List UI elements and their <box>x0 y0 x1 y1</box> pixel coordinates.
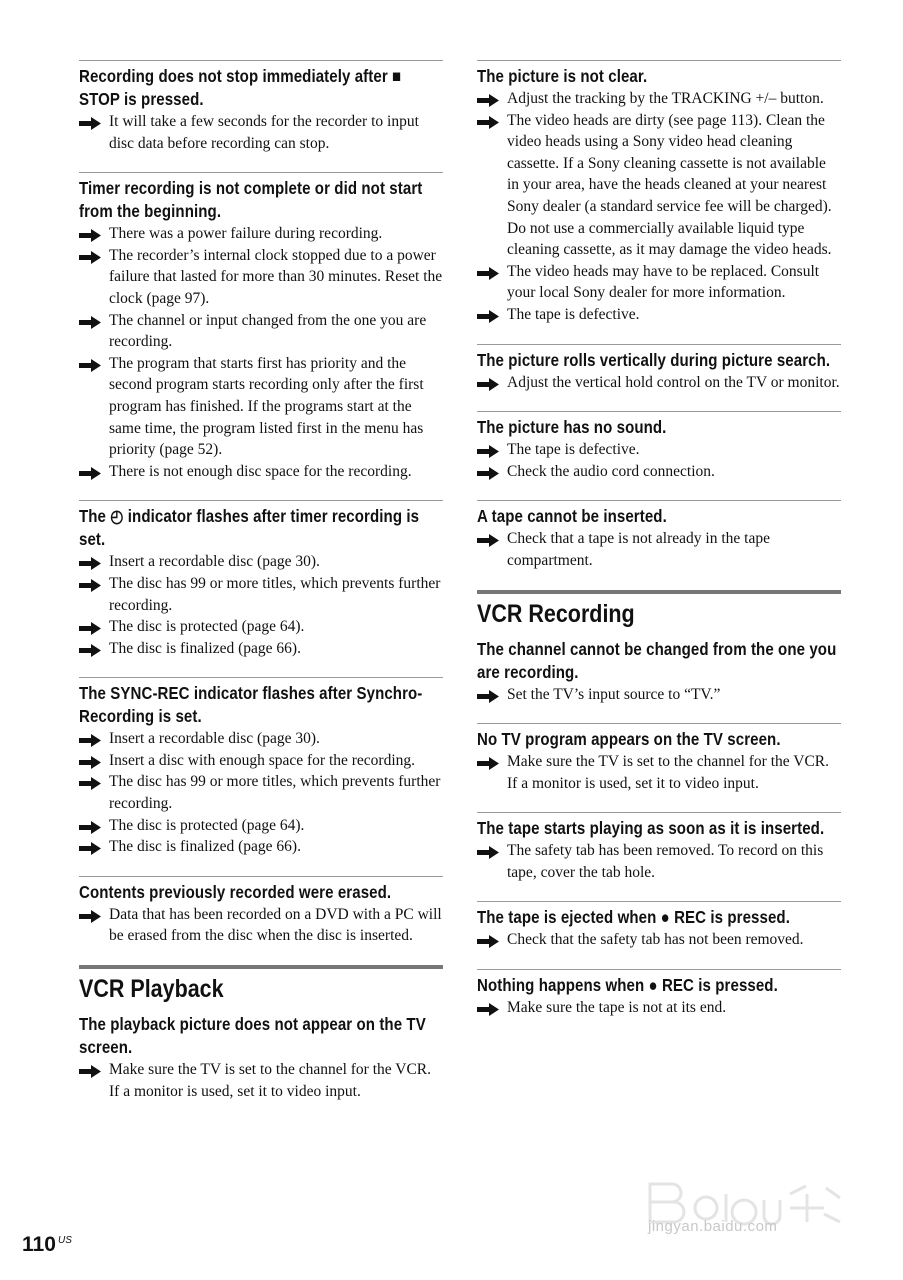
bullet-item <box>477 929 841 951</box>
bullet-item <box>79 616 443 638</box>
bullet-text: The disc is finalized (page 66). <box>109 639 301 657</box>
bullet-list <box>477 840 841 883</box>
section-heading: The ◴ indicator flashes after timer recording is set. <box>79 506 420 550</box>
arrow-right-icon <box>477 308 499 321</box>
section-heading: The SYNC-REC indicator flashes after Synchro-Recording is set. <box>79 683 423 727</box>
bullet-text: Adjust the tracking by the TRACKING +/– button. <box>507 90 824 107</box>
bullet-item <box>79 904 443 947</box>
bullet-text: The disc is protected (page 64). <box>109 618 305 636</box>
chapter-title: VCR Recording <box>477 599 635 628</box>
section-no-tv-program-appears-on-the-tv-screen <box>477 723 841 794</box>
arrow-right-icon <box>79 908 101 921</box>
bullet-text: The program that starts first has priority and the second program starts recording only after the first program has finished. If the programs start at the same time, the program listed first in the menu has priority (page 52). <box>109 354 424 459</box>
bullet-text: Adjust the vertical hold control on the TV or monitor. <box>507 373 840 391</box>
bullet-text: Make sure the TV is set to the channel for the VCR. If a monitor is used, set it to video input. <box>109 1061 431 1100</box>
bullet-text: There was a power failure during recording. <box>109 225 383 243</box>
section-heading: The tape is ejected when ● REC is pressed. <box>477 907 790 928</box>
section-the-playback-picture-does-not-appear-on- <box>79 1013 443 1102</box>
arrow-right-icon <box>79 775 101 788</box>
arrow-right-icon <box>79 314 101 327</box>
arrow-right-icon <box>79 357 101 370</box>
section-a-tape-cannot-be-inserted <box>477 500 841 571</box>
bullet-list <box>79 223 443 482</box>
arrow-right-icon <box>79 115 101 128</box>
watermark-url: jingyan.baidu.com <box>648 1218 778 1235</box>
arrow-right-icon <box>477 688 499 701</box>
bullet-item <box>477 997 841 1019</box>
section-heading: The channel cannot be changed from the one you are recording. <box>477 638 837 682</box>
section-heading: Timer recording is not complete or did not start from the beginning. <box>79 178 423 222</box>
arrow-right-icon <box>79 620 101 633</box>
section-heading: The picture has no sound. <box>477 417 667 438</box>
bullet-text: The disc has 99 or more titles, which prevents further recording. <box>109 574 441 614</box>
arrow-right-icon <box>79 754 101 767</box>
bullet-item <box>477 304 841 326</box>
bullet-text: The recorder’s internal clock stopped due to a power failure that lasted for more than 30 minutes. Reset the clock (page 97). <box>109 246 443 307</box>
section-recording-does-not-stop-immediately-afte <box>79 60 443 154</box>
bullet-list <box>477 528 841 571</box>
bullet-text: The disc has 99 or more titles, which prevents further recording. <box>109 773 441 813</box>
arrow-right-icon <box>79 577 101 590</box>
section-heading: Nothing happens when ● REC is pressed. <box>477 975 778 996</box>
bullet-text: Make sure the TV is set to the channel for the VCR. If a monitor is used, set it to video input. <box>507 753 829 792</box>
bullet-item <box>79 771 443 814</box>
section-contents-previously-recorded-were-erased <box>79 876 443 947</box>
arrow-right-icon <box>477 1001 499 1014</box>
arrow-right-icon <box>79 465 101 478</box>
bullet-item <box>79 1059 443 1102</box>
bullet-item <box>477 840 841 883</box>
bullet-text: Make sure the tape is not at its end. <box>507 999 727 1017</box>
bullet-list <box>477 88 841 326</box>
bullet-text: Check the audio cord connection. <box>507 462 715 480</box>
bullet-item <box>79 815 443 837</box>
bullet-item <box>477 528 841 571</box>
bullet-text: Set the TV’s input source to “TV.” <box>507 685 721 703</box>
arrow-right-icon <box>79 732 101 745</box>
arrow-right-icon <box>477 265 499 278</box>
bullet-item <box>79 750 443 772</box>
bullet-text: Insert a disc with enough space for the recording. <box>109 751 416 769</box>
bullet-item <box>477 439 841 461</box>
bullet-item <box>79 836 443 858</box>
section-the-indicator-flashes-after-timer-record <box>79 500 443 659</box>
bullet-item <box>79 461 443 483</box>
chapter-title: VCR Playback <box>79 975 224 1004</box>
bullet-list <box>477 929 841 951</box>
bullet-text: The channel or input changed from the one you are recording. <box>109 311 427 351</box>
bullet-item <box>79 573 443 616</box>
section-the-tape-is-ejected-when-rec-is-pressed <box>477 901 841 951</box>
bullet-text: Data that has been recorded on a DVD with a PC will be erased from the disc when the disc is inserted. <box>109 905 442 945</box>
arrow-right-icon <box>79 249 101 262</box>
bullet-text: The video heads are dirty (see page 113). Clean the video heads using a Sony video head cleaning cassette. If a Sony cleaning cassette is not available in your area, have the heads cleaned at your nearest Sony dealer (a standard service fee will be charged). Do not use a commercially available liquid type cleaning cassette, as it may damage the video heads. <box>507 111 832 259</box>
bullet-item <box>477 110 841 261</box>
section-heading: The picture is not clear. <box>477 66 648 86</box>
bullet-text: The tape is defective. <box>507 441 640 459</box>
arrow-right-icon <box>79 1063 101 1076</box>
arrow-right-icon <box>477 532 499 545</box>
arrow-right-icon <box>477 376 499 389</box>
bullet-list <box>79 1059 443 1102</box>
section-heading: The tape starts playing as soon as it is inserted. <box>477 818 825 839</box>
bullet-item <box>79 111 443 154</box>
arrow-right-icon <box>79 227 101 240</box>
arrow-right-icon <box>79 840 101 853</box>
section-timer-recording-is-not-complete-or-did-n <box>79 172 443 482</box>
section-the-channel-cannot-be-changed-from-the-o <box>477 638 841 706</box>
bullet-text: The disc is finalized (page 66). <box>109 838 301 856</box>
bullet-item <box>477 261 841 304</box>
section-heading: The playback picture does not appear on the TV screen. <box>79 1014 426 1058</box>
bullet-list <box>477 751 841 794</box>
section-the-picture-is-not-clear <box>477 60 841 326</box>
arrow-right-icon <box>477 755 499 768</box>
left-column <box>79 60 443 1120</box>
bullet-text: The video heads may have to be replaced. Consult your local Sony dealer for more information. <box>507 262 820 302</box>
right-column <box>477 60 841 1037</box>
section-the-sync-rec-indicator-flashes-after-syn <box>79 677 443 858</box>
arrow-right-icon <box>79 819 101 832</box>
chapter-vcr-playback <box>79 965 443 1005</box>
bullet-text: It will take a few seconds for the recorder to input disc data before recording can stop. <box>109 113 419 152</box>
section-the-picture-has-no-sound <box>477 411 841 482</box>
arrow-right-icon <box>79 642 101 655</box>
bullet-text: Check that the safety tab has not been removed. <box>507 931 804 949</box>
section-heading: The picture rolls vertically during picture search. <box>477 349 831 370</box>
section-the-tape-starts-playing-as-soon-as-it-is <box>477 812 841 883</box>
section-heading: No TV program appears on the TV screen. <box>477 729 781 750</box>
arrow-right-icon <box>477 114 499 127</box>
section-the-picture-rolls-vertically-during-pict <box>477 344 841 394</box>
bullet-list <box>79 728 443 858</box>
arrow-right-icon <box>477 933 499 946</box>
bullet-list <box>79 551 443 659</box>
arrow-right-icon <box>477 92 499 105</box>
bullet-list <box>79 111 443 154</box>
bullet-item <box>79 551 443 573</box>
bullet-item <box>79 728 443 750</box>
bullet-text: The disc is protected (page 64). <box>109 816 305 834</box>
bullet-text: The safety tab has been removed. To record on this tape, cover the tab hole. <box>507 842 824 881</box>
bullet-list <box>477 372 841 394</box>
bullet-text: There is not enough disc space for the recording. <box>109 462 412 480</box>
bullet-list <box>477 684 841 706</box>
bullet-list <box>477 439 841 482</box>
section-heading: Recording does not stop immediately after ■ STOP is pressed. <box>79 66 402 109</box>
bullet-item <box>477 684 841 706</box>
arrow-right-icon <box>477 443 499 456</box>
bullet-text: Check that a tape is not already in the tape compartment. <box>507 530 770 569</box>
bullet-item <box>79 223 443 245</box>
arrow-right-icon <box>79 555 101 568</box>
arrow-right-icon <box>477 844 499 857</box>
section-nothing-happens-when-rec-is-pressed <box>477 969 841 1019</box>
bullet-text: Insert a recordable disc (page 30). <box>109 730 320 748</box>
bullet-item <box>477 372 841 394</box>
chapter-vcr-recording <box>477 590 841 630</box>
section-heading: A tape cannot be inserted. <box>477 506 667 527</box>
bullet-list <box>477 997 841 1019</box>
bullet-item <box>79 310 443 353</box>
bullet-text: The tape is defective. <box>507 305 640 323</box>
bullet-item <box>79 353 443 461</box>
bullet-text: Insert a recordable disc (page 30). <box>109 553 320 571</box>
bullet-item <box>477 88 841 110</box>
page-number: 110 <box>22 1233 56 1256</box>
section-heading: Contents previously recorded were erased. <box>79 881 392 902</box>
arrow-right-icon <box>477 465 499 478</box>
bullet-item <box>477 461 841 483</box>
bullet-item <box>79 245 443 310</box>
bullet-item <box>79 638 443 660</box>
bullet-list <box>79 904 443 947</box>
bullet-item <box>477 751 841 794</box>
page-number-suffix: US <box>58 1235 72 1246</box>
